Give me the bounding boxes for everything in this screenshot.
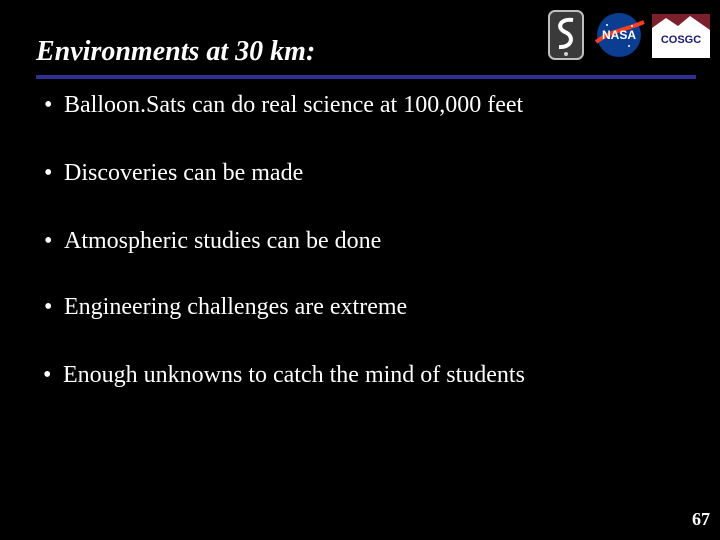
bullet-text: Enough unknowns to catch the mind of students — [63, 362, 525, 388]
cosgc-logo-text: COSGC — [660, 34, 702, 46]
title-divider — [36, 75, 696, 79]
logo-group — [548, 10, 710, 60]
page-number: 67 — [692, 509, 710, 529]
bullet-symbol: • — [44, 92, 53, 118]
bullet-item — [43, 362, 525, 389]
bullet-item — [44, 160, 303, 187]
bullet-text: Discoveries can be made — [64, 160, 304, 186]
bullet-item — [44, 294, 407, 321]
space-grant-logo-icon — [548, 10, 584, 60]
bullet-text: Atmospheric studies can be done — [64, 228, 382, 254]
nasa-logo-icon — [592, 10, 646, 60]
nasa-logo-text: NASA — [601, 28, 637, 42]
bullet-text: Engineering challenges are extreme — [64, 294, 408, 320]
cosgc-logo-icon — [652, 14, 710, 58]
bullet-symbol: • — [44, 294, 53, 320]
bullet-text: Balloon.Sats can do real science at 100,000 feet — [64, 92, 524, 118]
bullet-item — [44, 92, 523, 119]
bullet-symbol: • — [43, 362, 52, 388]
bullet-symbol: • — [44, 160, 53, 186]
bullet-item — [44, 228, 381, 255]
bullet-symbol: • — [44, 228, 53, 254]
slide-title: Environments at 30 km: — [36, 36, 316, 67]
